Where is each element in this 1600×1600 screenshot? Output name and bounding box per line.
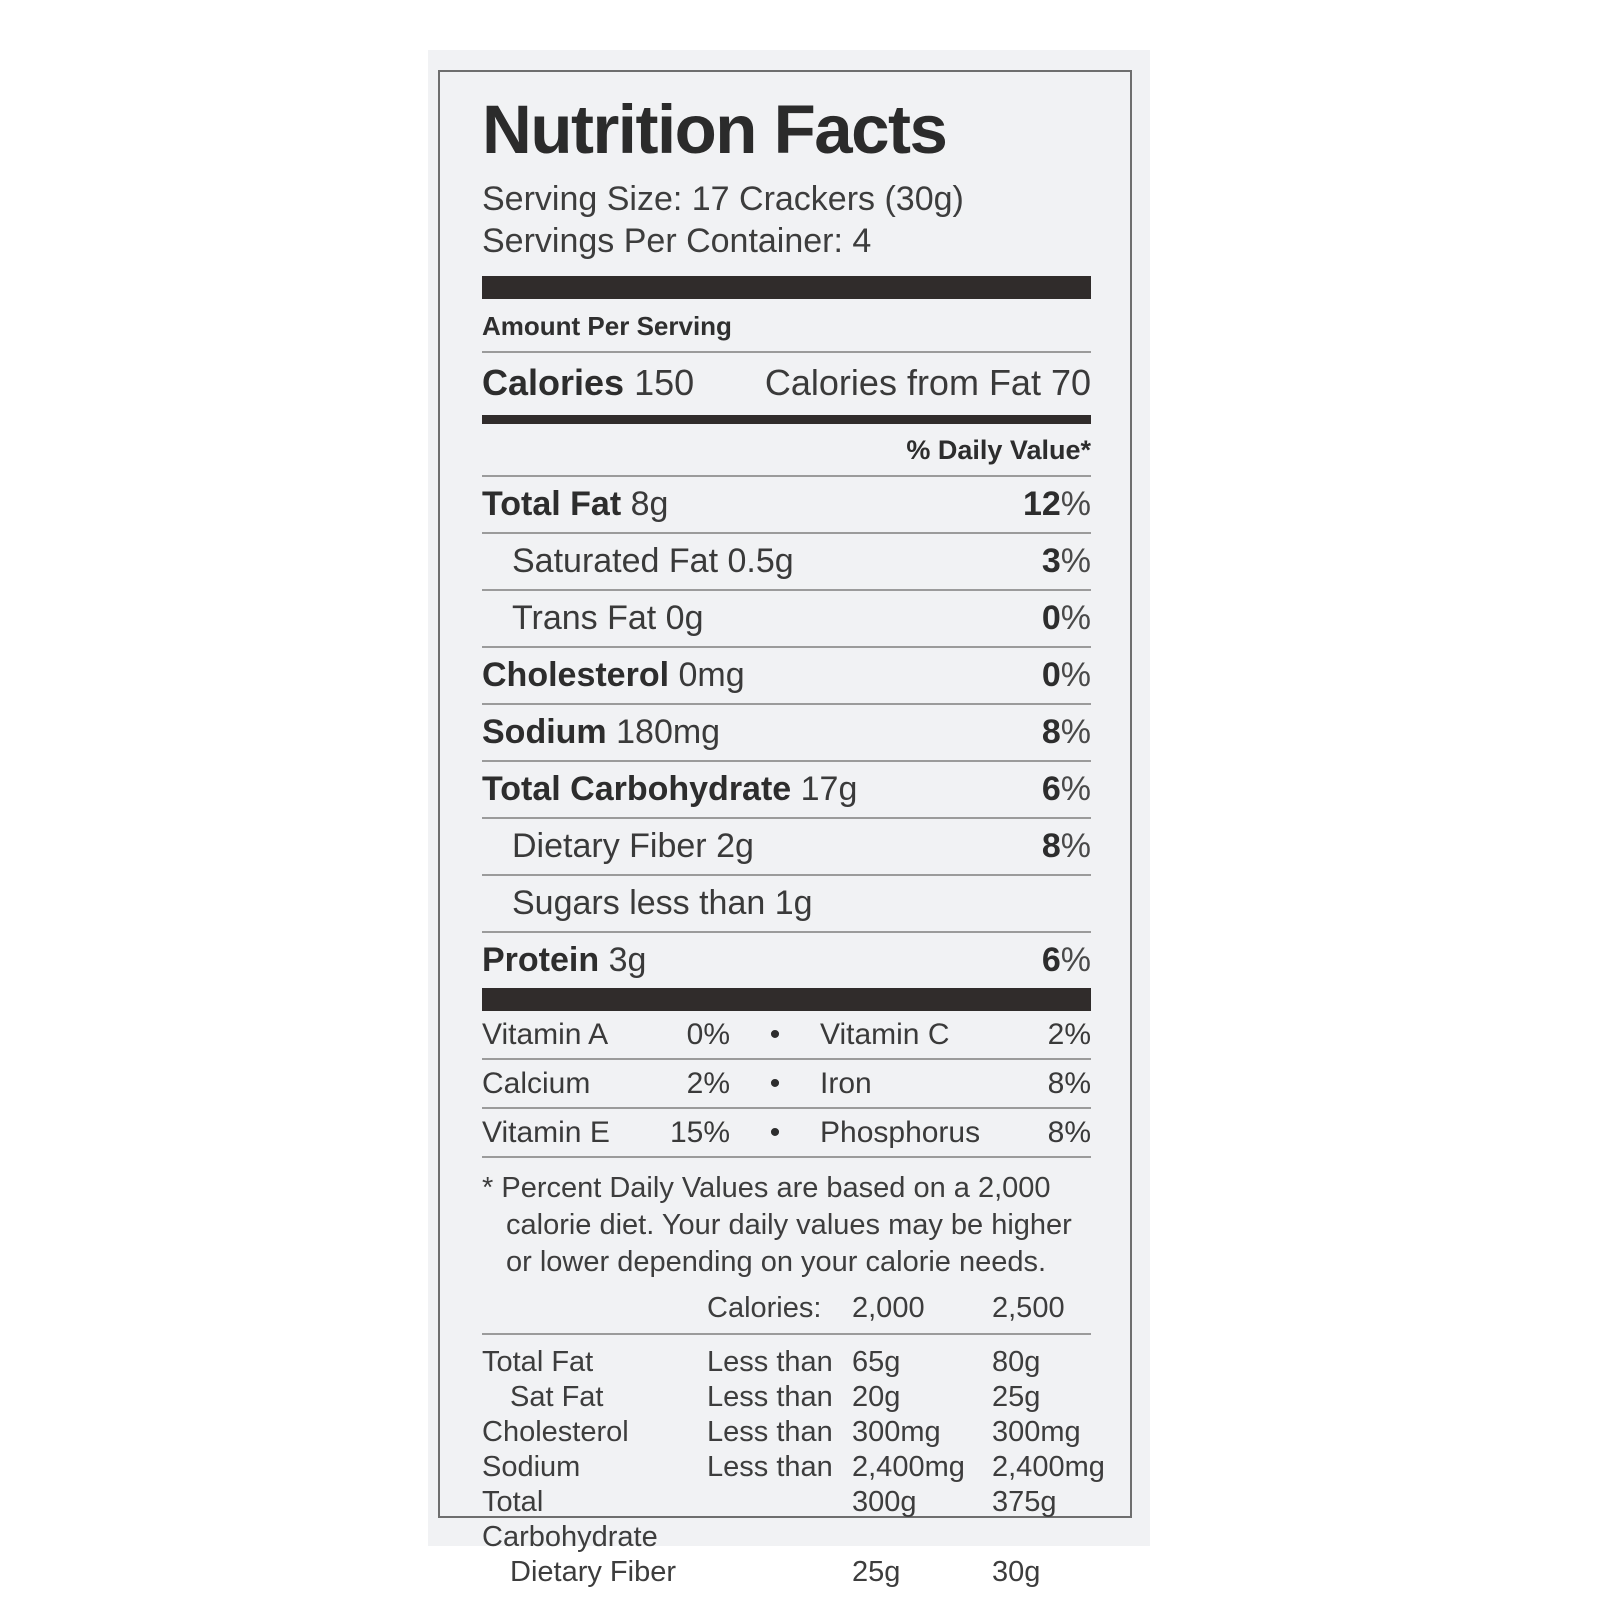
separator-bar-thick-top xyxy=(482,276,1091,299)
footer-row-cholesterol: Cholesterol Less than 300mg 300mg xyxy=(482,1416,1081,1449)
nutrient-row-sodium: Sodium 180mg 8% xyxy=(482,703,1091,760)
daily-value: 8% xyxy=(1041,827,1091,866)
daily-value: 6% xyxy=(1041,941,1091,980)
footer-row-total-carbohydrate: Total Carbohydrate 300g 375g xyxy=(482,1486,1057,1554)
nutrient-row-dietary-fiber: Dietary Fiber 2g 8% xyxy=(482,817,1091,874)
nutrient-row-total-fat: Total Fat 8g 12% xyxy=(482,475,1091,532)
calories-from-fat: Calories from Fat 70 xyxy=(764,362,1091,404)
nutrient-row-sugars: Sugars less than 1g xyxy=(482,874,1091,931)
footer-row-sodium: Sodium Less than 2,400mg 2,400mg xyxy=(482,1451,1105,1484)
nutrient-row-cholesterol: Cholesterol 0mg 0% xyxy=(482,646,1091,703)
daily-value: 6% xyxy=(1041,770,1091,809)
bullet-separator: • xyxy=(769,1115,781,1149)
serving-size: Serving Size: 17 Crackers (30g) xyxy=(482,180,964,219)
daily-value: 0% xyxy=(1041,656,1091,695)
servings-per-container: Servings Per Container: 4 xyxy=(482,222,872,261)
vitamin-row-3: Vitamin E 15% • Phosphorus 8% xyxy=(482,1109,1091,1158)
nutrition-facts-title: Nutrition Facts xyxy=(482,91,947,168)
daily-value: 0% xyxy=(1041,599,1091,638)
daily-value: 12% xyxy=(1022,485,1091,524)
label-photo-background xyxy=(428,50,1150,1589)
nutrition-facts-panel xyxy=(438,70,1132,1589)
daily-value-header: % Daily Value* xyxy=(906,435,1091,466)
calories-value: Calories 150 xyxy=(482,362,695,404)
daily-value: 8% xyxy=(1041,713,1091,752)
separator-bar-medium xyxy=(482,415,1091,424)
nutrient-row-total-carbohydrate: Total Carbohydrate 17g 6% xyxy=(482,760,1091,817)
vitamin-row-2: Calcium 2% • Iron 8% xyxy=(482,1060,1091,1109)
footer-table-header: Calories: 2,000 2,500 xyxy=(482,1291,1091,1335)
vitamin-row-1: Vitamin A 0% • Vitamin C 2% xyxy=(482,1011,1091,1060)
footer-row-total-fat: Total Fat Less than 65g 80g xyxy=(482,1346,1041,1379)
footer-row-dietary-fiber: Dietary Fiber 25g 30g xyxy=(510,1556,1041,1589)
bullet-separator: • xyxy=(769,1017,781,1051)
calories-row xyxy=(482,351,1091,415)
nutrient-row-protein: Protein 3g 6% xyxy=(482,931,1091,988)
nutrient-row-saturated-fat: Saturated Fat 0.5g 3% xyxy=(482,532,1091,589)
amount-per-serving-heading: Amount Per Serving xyxy=(482,311,732,342)
daily-value: 3% xyxy=(1041,542,1091,581)
bullet-separator: • xyxy=(769,1066,781,1100)
footer-row-sat-fat: Sat Fat Less than 20g 25g xyxy=(510,1381,1041,1414)
separator-bar-thick-bottom xyxy=(482,988,1091,1011)
daily-value-footnote: * Percent Daily Values are based on a 2,000 calorie diet. Your daily values may be higher or lower depending on your calorie needs. xyxy=(482,1172,1072,1279)
nutrient-row-trans-fat: Trans Fat 0g 0% xyxy=(482,589,1091,646)
